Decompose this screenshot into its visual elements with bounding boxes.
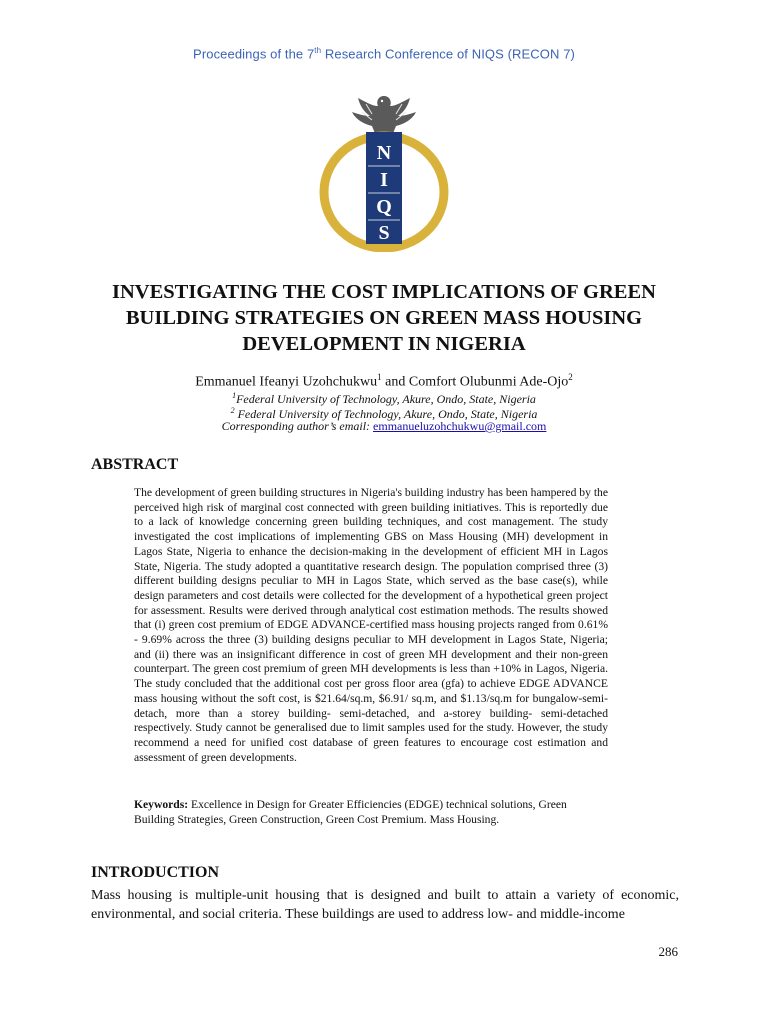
- header-prefix: Proceedings of the 7: [193, 46, 315, 62]
- page-number: 286: [658, 944, 678, 959]
- keywords: [134, 798, 608, 827]
- paper-title: INVESTIGATING THE COST IMPLICATIONS OF GREEN BUILDING STRATEGIES ON GREEN MASS HOUSING DEVELOPMENT IN NIGERIA: [112, 281, 656, 355]
- logo-letter-n: N: [376, 142, 392, 164]
- logo-letter-q: Q: [376, 196, 392, 218]
- introduction-heading: INTRODUCTION: [91, 864, 220, 881]
- eagle-emblem-icon: [352, 96, 416, 136]
- abstract-body: The development of green building structures in Nigeria's building industry has been hampered by the perceived high risk of marginal cost connected with green building initiatives. This is reportedly due to a lack of knowledge concerning green building techniques, and cost management. The study investigated the cost implications of implementing GBS on Mass Housing (MH) development in Lagos State, Nigeria to enhance the decision-making in the development of efficient MH in Lagos State, Nigeria. The study adopted a quantitative research design. The population comprised three (3) different building designs peculiar to MH in Lagos State, which served as the base case(s), while design parameters and cost details were collected for the development of a hypothetical green project for assessment. Results were derived through analytical cost estimation methods. The results showed that (i) green cost premium of EDGE ADVANCE-certified mass housing projects ranged from 0.61% - 9.69% across the three (3) building designs peculiar to MH development in Lagos State, Nigeria; and (ii) there was an insignificant difference in cost of green MH development and their non-green counterpart. The green cost premium of green MH developments is less than +10% in Lagos, Nigeria. The study concluded that the additional cost per gross floor area (gfa) to achieve EDGE ADVANCE mass housing without the soft cost, is $21.64/sq.m, $6.91/ sq.m, and $1.13/sq.m for bungalow-semi-detach, more than a storey building- semi-detached, and a-storey building- semi-detached respectively. Study cannot be generalised due to limit samples used for the study. However, the study recommend a need for unified cost database of green features to encourage cost estimation and assessment of green developments.: [134, 486, 608, 764]
- affiliation-2-text: Federal University of Technology, Akure, Ondo, State, Nigeria: [234, 407, 538, 421]
- author-conjunction: and: [381, 374, 409, 390]
- author-2-sup: 2: [568, 372, 573, 382]
- proceedings-header: [0, 46, 768, 61]
- affiliation-2-sup: 2: [230, 406, 235, 415]
- author-2: Comfort Olubunmi Ade-Ojo: [408, 374, 569, 390]
- author-1: Emmanuel Ifeanyi Uzohchukwu: [195, 374, 378, 390]
- logo-letter-s: S: [378, 222, 390, 244]
- corresponding-email: [0, 419, 768, 434]
- email-label: Corresponding author’s email:: [221, 419, 374, 433]
- niqs-logo: [316, 92, 452, 252]
- abstract-heading: ABSTRACT: [91, 456, 179, 473]
- header-suffix: Research Conference of NIQS (RECON 7): [321, 46, 575, 62]
- logo-letter-i: I: [380, 169, 388, 191]
- author-1-sup: 1: [377, 372, 382, 382]
- keywords-text: Excellence in Design for Greater Efficiencies (EDGE) technical solutions, Green Building Strategies, Green Construction, Green Cost Premium. Mass Housing.: [134, 798, 567, 826]
- email-link[interactable]: emmanueluzohchukwu@gmail.com: [373, 419, 547, 433]
- keywords-label: Keywords:: [134, 798, 189, 811]
- affiliation-1-text: Federal University of Technology, Akure, Ondo, State, Nigeria: [236, 392, 536, 406]
- header-superscript: th: [314, 46, 322, 55]
- introduction-body: Mass housing is multiple-unit housing that is designed and built to attain a variety of economic, environmental, and social criteria. These buildings are used to address low- and middle-income: [91, 888, 679, 922]
- affiliation-1-sup: 1: [232, 391, 237, 400]
